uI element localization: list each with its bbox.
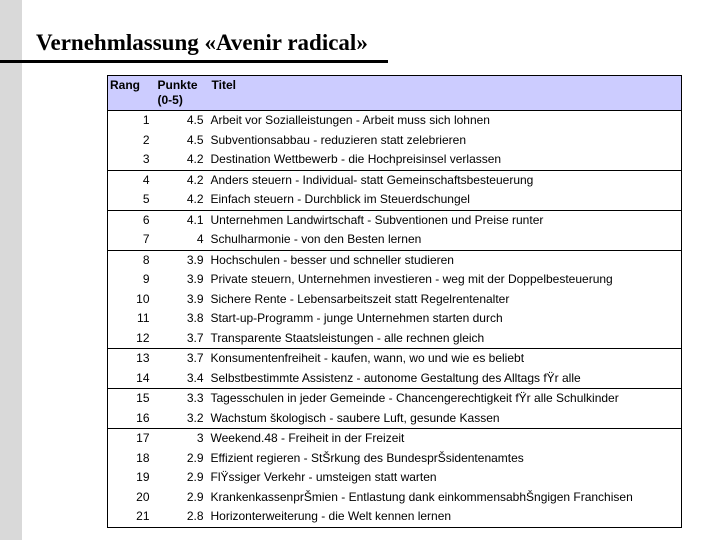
cell-rank: 13: [108, 349, 154, 369]
cell-points: 3.2: [186, 410, 204, 425]
cell-points: 3.4: [186, 370, 204, 385]
cell-rank: 4: [108, 170, 154, 190]
table-row: [108, 190, 682, 210]
header-points-line2: (0-5): [157, 93, 183, 107]
cell-points: 4.1: [154, 210, 208, 230]
cell-title: Tagesschulen in jeder Gemeinde - Chancengerechtigkeit fŸr alle Schulkinder: [208, 389, 682, 409]
header-rank: Rang: [108, 76, 154, 111]
cell-points: 2.9: [186, 489, 204, 504]
cell-points: 3.7: [186, 330, 204, 345]
cell-title: Anders steuern - Individual- statt Gemeinschaftsbesteuerung: [208, 170, 682, 190]
table-row: [108, 290, 682, 310]
cell-rank: 15: [108, 389, 154, 409]
table-row: [108, 250, 682, 270]
cell-title: Sichere Rente - Lebensarbeitszeit statt Regelrentenalter: [210, 291, 510, 306]
cell-title: Horizonterweiterung - die Welt kennen lernen: [210, 509, 452, 524]
cell-rank: 14: [136, 370, 150, 385]
cell-points: 4.2: [186, 152, 204, 167]
table-row: [108, 507, 682, 527]
cell-title: Unternehmen Landwirtschaft - Subventionen und Preise runter: [208, 210, 682, 230]
cell-title: Hochschulen - besser und schneller studieren: [208, 250, 682, 270]
table-row: [108, 349, 682, 369]
header-title: Titel: [208, 76, 682, 111]
cell-rank: 20: [136, 489, 150, 504]
cell-points: 3.9: [186, 291, 204, 306]
cell-points: 3.9: [154, 250, 208, 270]
cell-rank: 21: [136, 509, 150, 524]
table-row: [108, 409, 682, 429]
cell-rank: 18: [136, 450, 150, 465]
table-row: [108, 329, 682, 349]
cell-title: FlŸssiger Verkehr - umsteigen statt warten: [210, 470, 437, 485]
cell-points: 4.5: [154, 111, 208, 131]
table-row: [108, 369, 682, 389]
table-header-row: [108, 76, 682, 111]
cell-rank: 5: [142, 192, 150, 207]
cell-title: Weekend.48 - Freiheit in der Freizeit: [208, 429, 682, 449]
cell-points: 2.9: [186, 450, 204, 465]
table-row: [108, 389, 682, 409]
cell-points: 3.3: [154, 389, 208, 409]
cell-points: 2.9: [186, 470, 204, 485]
table-row: [108, 468, 682, 488]
cell-title: Wachstum škologisch - saubere Luft, gesunde Kassen: [210, 410, 500, 425]
cell-title: KrankenkassenprŠmien - Entlastung dank einkommensabhŠngigen Franchisen: [210, 489, 633, 504]
cell-rank: 16: [136, 410, 150, 425]
cell-title: Start-up-Programm - junge Unternehmen starten durch: [210, 311, 503, 326]
table-row: [108, 429, 682, 449]
table-row: [108, 170, 682, 190]
cell-rank: 3: [142, 152, 150, 167]
cell-rank: 17: [108, 429, 154, 449]
cell-title: Transparente Staatsleistungen - alle rechnen gleich: [210, 330, 485, 345]
cell-points: 4.2: [186, 192, 204, 207]
cell-points: 4: [196, 232, 204, 247]
cell-title: Effizient regieren - StŠrkung des BundesprŠsidentenamtes: [210, 450, 524, 465]
cell-rank: 10: [136, 291, 150, 306]
table-row: [108, 449, 682, 469]
cell-points: 4.5: [186, 132, 204, 147]
table-row: [108, 230, 682, 250]
ranking-table: [107, 75, 682, 528]
cell-title: Schulharmonie - von den Besten lernen: [210, 232, 422, 247]
table-row: [108, 131, 682, 151]
table-row: [108, 488, 682, 508]
cell-rank: 19: [136, 470, 150, 485]
cell-title: Selbstbestimmte Assistenz - autonome Gestaltung des Alltags fŸr alle: [210, 370, 581, 385]
cell-rank: 1: [108, 111, 154, 131]
cell-points: 4.2: [154, 170, 208, 190]
table-row: [108, 210, 682, 230]
cell-points: 3.7: [154, 349, 208, 369]
cell-rank: 8: [108, 250, 154, 270]
slide-title: Vernehmlassung «Avenir radical»: [36, 30, 368, 55]
cell-rank: 2: [142, 132, 150, 147]
cell-rank: 7: [142, 232, 150, 247]
table-row: [108, 150, 682, 170]
cell-title: Arbeit vor Sozialleistungen - Arbeit muss sich lohnen: [208, 111, 682, 131]
cell-points: 2.8: [186, 509, 204, 524]
header-points: [154, 76, 208, 111]
cell-rank: 11: [137, 311, 150, 326]
left-sidebar-strip: [0, 0, 22, 540]
cell-title: Konsumentenfreiheit - kaufen, wann, wo und wie es beliebt: [208, 349, 682, 369]
cell-rank: 9: [142, 272, 150, 287]
table-row: [108, 111, 682, 131]
cell-points: 3: [154, 429, 208, 449]
header-points-line1: Punkte: [157, 78, 198, 92]
cell-title: Einfach steuern - Durchblick im Steuerdschungel: [210, 192, 470, 207]
table-row: [108, 270, 682, 290]
cell-rank: 12: [136, 330, 150, 345]
table-row: [108, 309, 682, 329]
title-underline: [0, 60, 388, 63]
cell-points: 3.9: [186, 272, 204, 287]
cell-rank: 6: [108, 210, 154, 230]
cell-title: Subventionsabbau - reduzieren statt zelebrieren: [210, 132, 466, 147]
cell-title: Private steuern, Unternehmen investieren - weg mit der Doppelbesteuerung: [210, 272, 613, 287]
cell-points: 3.8: [186, 311, 204, 326]
cell-title: Destination Wettbewerb - die Hochpreisinsel verlassen: [210, 152, 502, 167]
